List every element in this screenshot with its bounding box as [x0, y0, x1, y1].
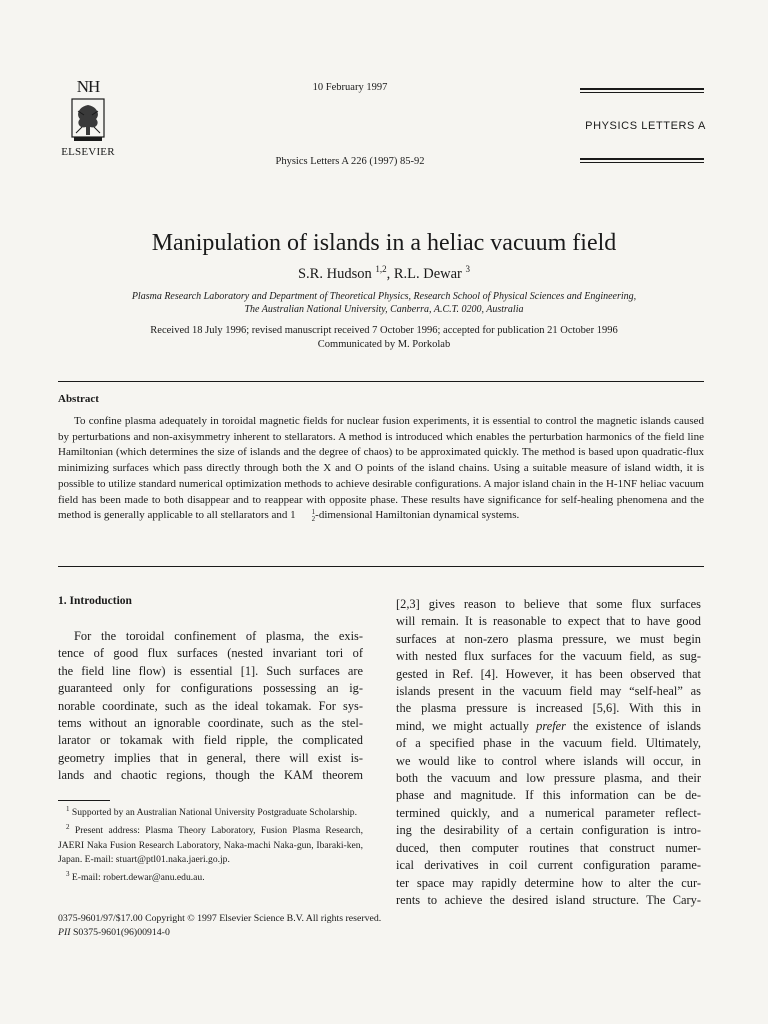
- text-line: of a specified phase in the vacuum field. Ultimately,: [396, 736, 701, 751]
- text-line: we would like to control where islands will occur, in: [396, 753, 701, 768]
- abstract-rule-bottom: [58, 566, 704, 567]
- text-line: ical derivatives in coil current configuration parame-: [396, 858, 701, 873]
- received-dates: Received 18 July 1996; revised manuscript received 7 October 1996; accepted for publication 21 October 1996: [150, 325, 618, 336]
- abstract-rule-top: [58, 381, 704, 382]
- left-column: [58, 628, 363, 785]
- fraction-numerator: 1: [311, 508, 316, 517]
- publisher-name: ELSEVIER: [61, 146, 115, 158]
- footnote: [58, 867, 363, 885]
- text-line: with nested flux surfaces for the vacuum field, as sug-: [396, 649, 701, 664]
- abstract-text-main: To confine plasma adequately in toroidal magnetic fields for nuclear fusion experiments, it is essential to control the magnetic islands caused by perturbations and non-axisymmetry inherent to stellarators. A method is introduced which enables the perturbation harmonics of the field line Hamiltonian (which determines the size of islands and the degree of chaos) to be approximated quickly. The method is based upon quadratic-flux minimizing surfaces which pass directly through both the X and O points of the island chains. Using a suitable measure of island width, it is possible to utilize standard numerical optimization methods to achieve desirable configurations. A major island chain in the H-1NF heliac vacuum field has been made to both disappear and to reappear with opposite phase. These results have significance for self-healing phenomena and the method is generally applicable to all stellarators and: [58, 415, 704, 522]
- text-line: geometry implies that in general, there will exist is-: [58, 750, 363, 765]
- text-line: For the toroidal confinement of plasma, the exis-: [74, 629, 363, 643]
- journal-name: PHYSICS LETTERS A: [585, 120, 706, 132]
- text-line: guaranteed only for configurations possessing an ig-: [58, 681, 363, 696]
- copyright-block: [58, 912, 381, 940]
- text-line: both the vacuum and low pressure plasma, and their: [396, 771, 701, 786]
- text-line: [396, 718, 701, 735]
- text-line: tence of good flux surfaces (nested invariant tori of: [58, 646, 363, 661]
- article-title: Manipulation of islands in a heliac vacuum field: [151, 230, 617, 256]
- author-name: R.L. Dewar: [393, 265, 462, 282]
- abstract-text: [58, 414, 704, 524]
- footnote-text: Supported by an Australian National University Postgraduate Scholarship.: [71, 807, 358, 819]
- text-line: the plasma pressure is increased [5,6]. With this in: [396, 701, 701, 716]
- section-heading: 1. Introduction: [58, 595, 132, 607]
- text-line: lands and chaotic regions, though the KAM theorem: [58, 768, 363, 783]
- fraction-whole: 1: [290, 509, 296, 522]
- text-line: rents to achieve the desired island structure. The Cary-: [396, 892, 701, 907]
- footnote: [58, 820, 363, 867]
- affiliation-line: Plasma Research Laboratory and Department of Theoretical Physics, Research School of Physical Sciences and Engineering,: [131, 291, 637, 302]
- text-line: duced, then computer routines that construct numer-: [396, 840, 701, 855]
- author-affiliation-mark: 1,2: [375, 264, 387, 274]
- header-rule-top: [580, 88, 704, 93]
- abstract-heading: Abstract: [58, 393, 99, 405]
- text-run: mind, we might actually: [396, 718, 537, 733]
- journal-citation: Physics Letters A 226 (1997) 85-92: [275, 156, 425, 167]
- text-line: ter space may rapidly determine how to alter the cur-: [396, 875, 701, 890]
- footnote: [58, 802, 363, 820]
- text-line: the field line flow) is essential [1]. Such surfaces are: [58, 663, 363, 678]
- abstract-text-end: -dimensional Hamiltonian dynamical systems.: [315, 509, 520, 522]
- text-line: ing the desirability of a certain configuration is intro-: [396, 823, 701, 838]
- communicated-by: Communicated by M. Porkolab: [317, 339, 451, 350]
- affiliation-line: The Australian National University, Canberra, A.C.T. 0200, Australia: [244, 304, 524, 315]
- text-line: phase and magnitude. If this information can be de-: [396, 788, 701, 803]
- text-line: tems without an ignorable coordinate, such as the stel-: [58, 716, 363, 731]
- text-run: the existence of islands: [566, 718, 701, 733]
- copyright-line: 0375-9601/97/$17.00 Copyright © 1997 Elsevier Science B.V. All rights reserved.: [58, 913, 382, 924]
- pii-line: [58, 926, 381, 940]
- pii-number: S0375-9601(96)00914-0: [72, 927, 170, 938]
- fraction: [296, 509, 316, 523]
- logo-monogram: NH: [76, 77, 100, 96]
- author-name: S.R. Hudson: [297, 265, 372, 282]
- footnote-mark: 1: [66, 805, 70, 813]
- right-column: [396, 596, 701, 909]
- footnote-text: Present address: Plasma Theory Laboratory, Fusion Plasma Research, JAERI Naka Fusion Research Laboratory, Naka-machi Naka-gun, Ibaraki-ken, Japan. E-mail: stuart@ptl01.naka.jaeri.go.jp.: [58, 825, 363, 865]
- issue-date: 10 February 1997: [312, 82, 388, 93]
- pii-label: PII: [58, 927, 71, 938]
- text-line: islands present in the vacuum field may “self-heal” as: [396, 684, 701, 699]
- text-line: gested in Ref. [4]. However, it has been observed that: [396, 666, 701, 681]
- text-line: will remain. It is reasonable to expect that to have good: [396, 614, 701, 629]
- text-line: surfaces at non-zero plasma pressure, we must begin: [396, 631, 701, 646]
- text-line: [2,3] gives reason to believe that some flux surfaces: [396, 597, 701, 611]
- footnote-text: E-mail: robert.dewar@anu.edu.au.: [71, 872, 205, 884]
- emphasized-word: prefer: [536, 718, 566, 733]
- footnotes: [58, 802, 363, 886]
- text-line: norable coordinate, such as the ideal tokamak. For sys-: [58, 698, 363, 713]
- text-line: larator or tokamak with field ripple, the complicated: [58, 733, 363, 748]
- fraction-denominator: 2: [311, 515, 316, 524]
- tree-emblem-icon: [68, 97, 108, 143]
- footnote-mark: 3: [66, 870, 70, 879]
- text-line: termined quickly, and a numerical parameter reflect-: [396, 805, 701, 820]
- author-list: S.R. Hudson $^{1,2}$, R.L. Dewar $^3$: [297, 264, 471, 282]
- author-affiliation-mark: 3: [465, 264, 471, 274]
- footnote-mark: 2: [66, 823, 70, 832]
- footnote-rule: [58, 800, 110, 801]
